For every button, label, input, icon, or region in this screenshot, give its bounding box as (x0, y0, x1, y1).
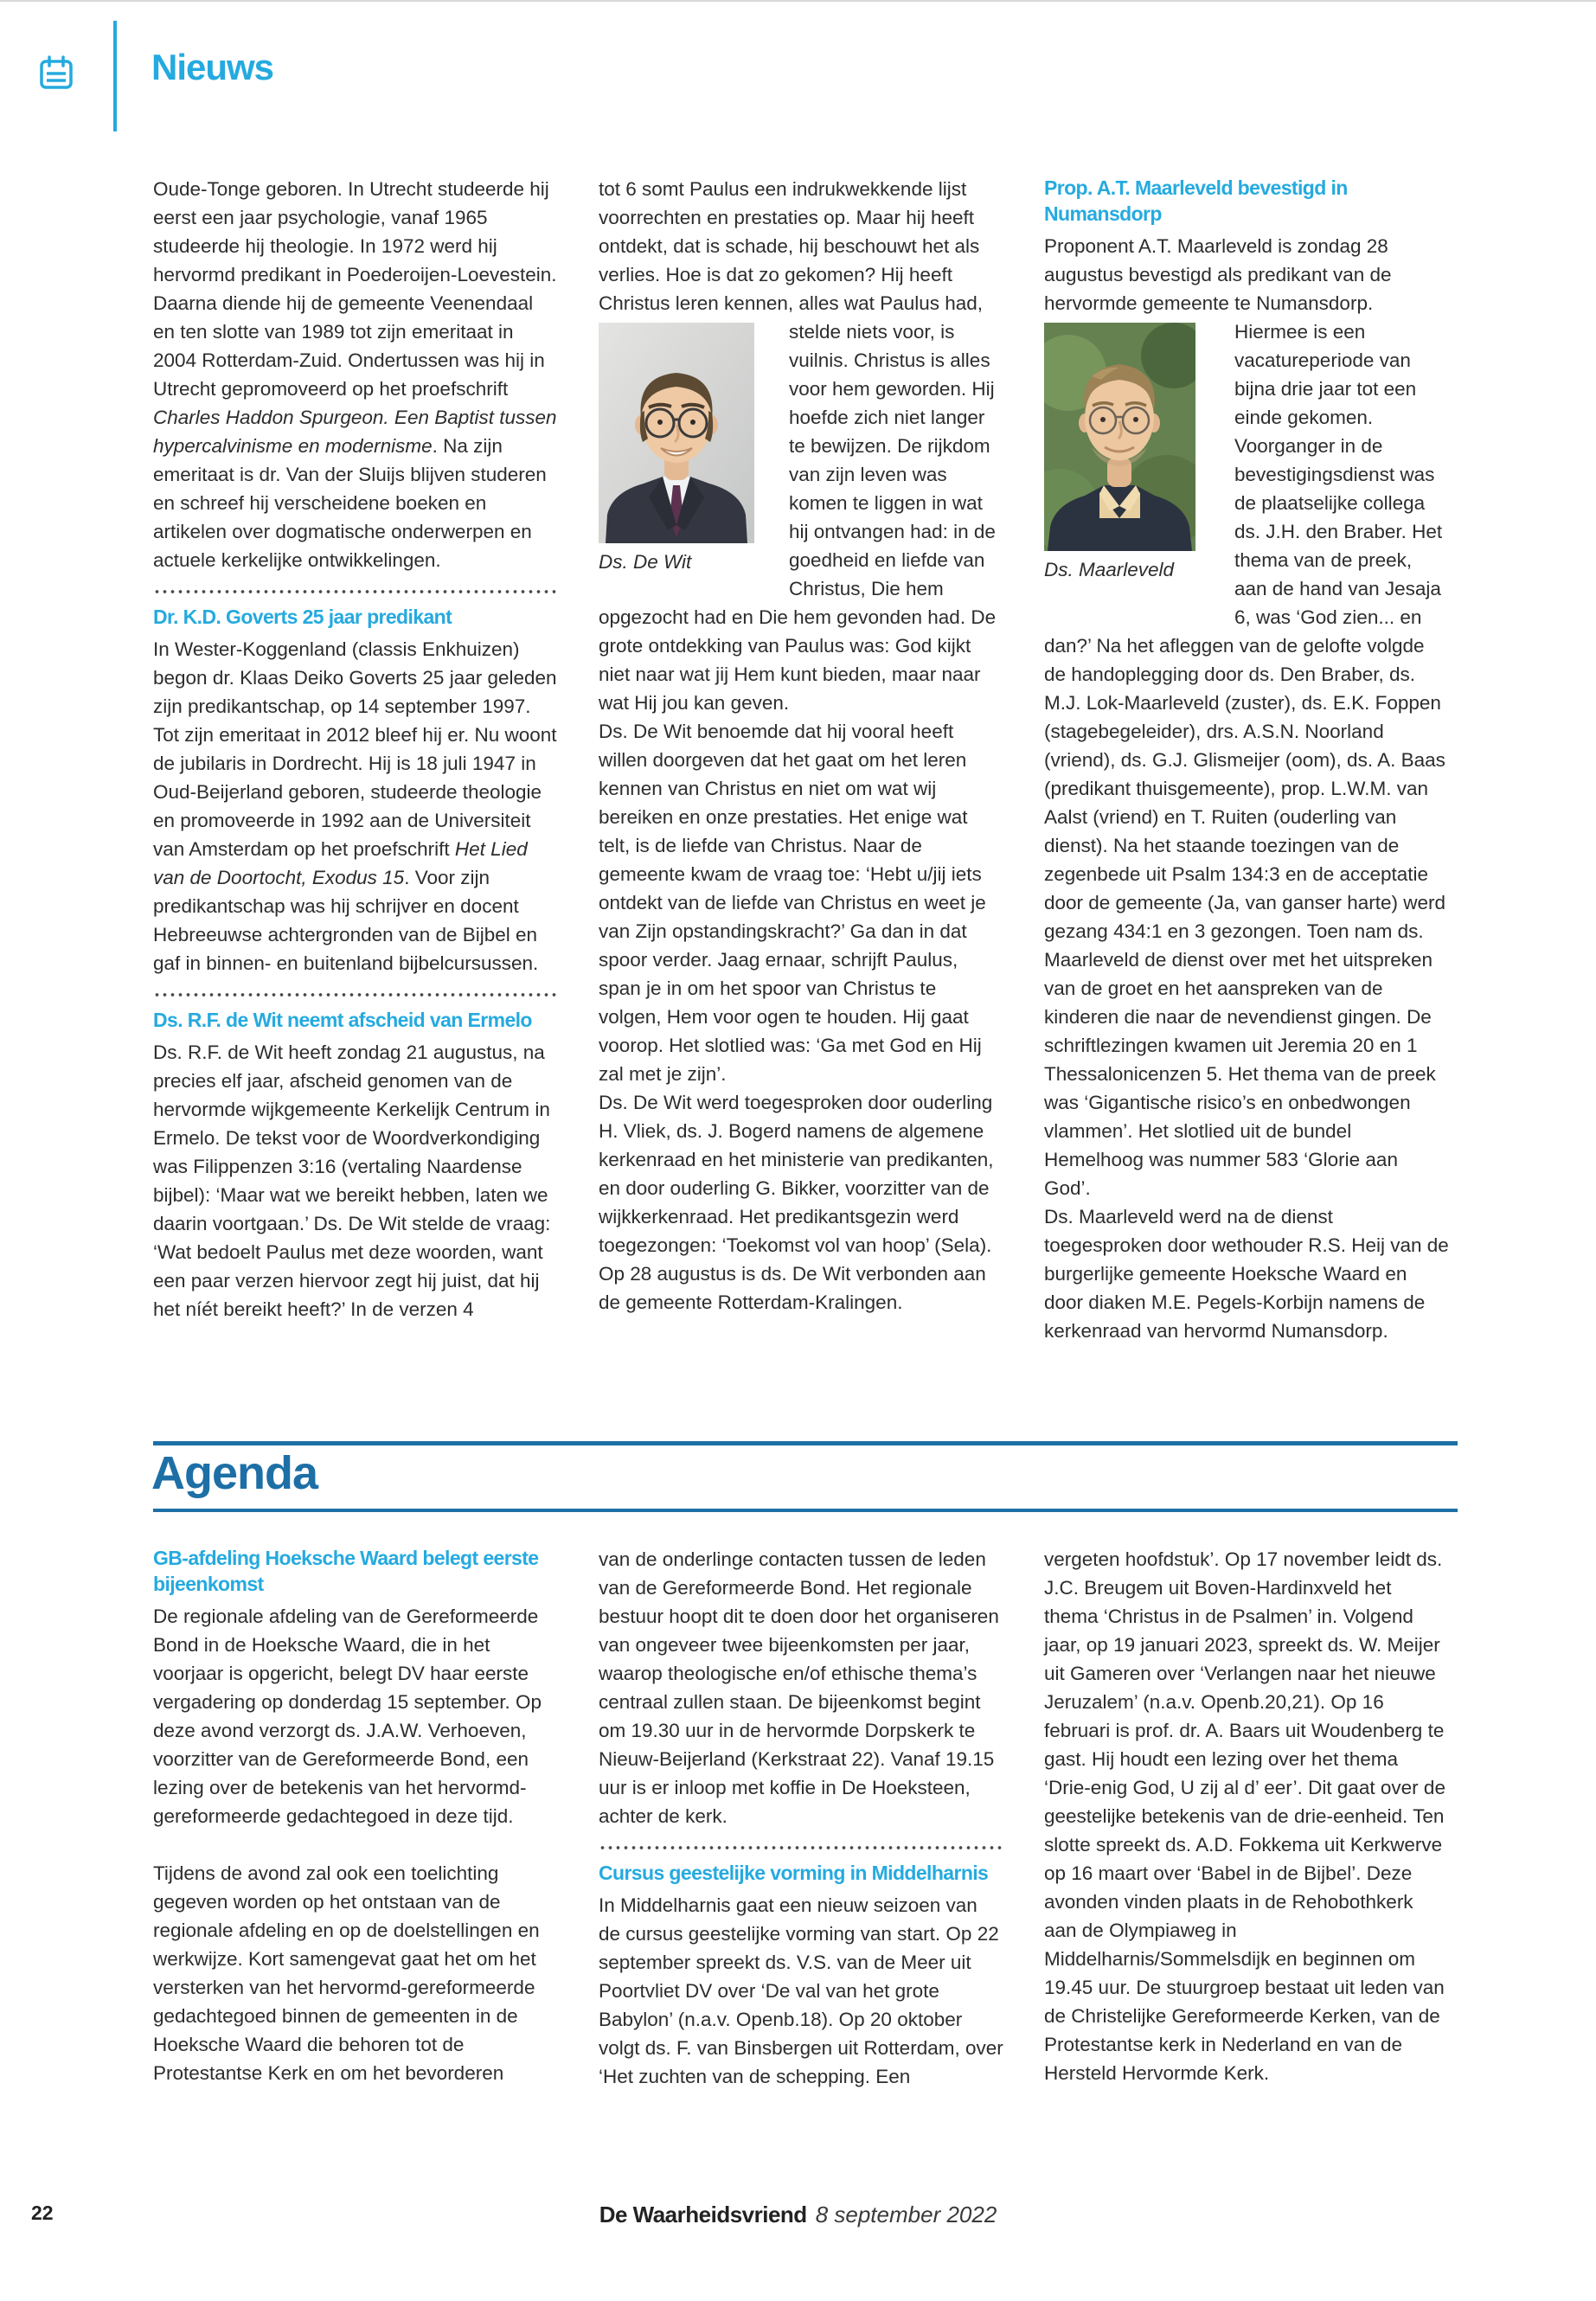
text-segment: Hiermee is een vacatureperiode van bijna drie jaar tot een einde gekomen. Voorganger in de bevestigingsdienst was de plaatselijke collega ds. J.H. den Braber. Het thema van de preek, aan de hand van Jesaja 6, was ‘God zien... en dan?’ Na het afleggen van de gelofte volgde de handoplegging door ds. Den Braber, ds. M.J. Lok-Maarleveld (zuster), ds. E.K. Foppen (stagebegeleider), drs. A.S.N. Noorland (vriend), ds. G.J. Glismeijer (oom), ds. A. Baas (predikant thuisgemeente), prop. L.W.M. van Aalst (vriend) en T. Ruiten (ouderling van dienst). Na het staande toezingen van de zegenbede uit Psalm 134:3 en de acceptatie door de gemeente (Ja, van ganser harte) werd gezang 434:1 en 3 gezongen. Toen nam ds. Maarleveld de dienst over met het uitspreken van de groet en het aanspreken van de kinderen die naar de nevendienst gingen. De schriftlezingen kwamen uit Jeremia 20 en 1 Thessalonicenzen 5. Het thema van de preek was ‘Gigantische risico’s en onbedwongen vlammen’. Het slotlied uit de bundel Hemelhoog was nummer 583 ‘Glorie aan God’. (1044, 321, 1446, 1199)
book-title-italic: Charles Haddon Spurgeon. Een Baptist tussen hypercalvinisme en modernisme (153, 407, 557, 457)
article-text: Ds. De Wit benoemde dat hij vooral heeft willen doorgeven dat het gaat om het leren kennen van Christus en niet om wat wij bereiken en onze prestaties. Het enige wat telt, is de liefde van Christus. Naar de gemeente kwam de vraag toe: ‘Hebt u/jij iets ontdekt van de liefde van Christus en weet je van Zijn opstandingskracht?’ Ga dan in dat spoor verder. Jaag ernaar, schrijft Paulus, span je in om het spoor van Christus te volgen, Hem voor ogen te houden. Hij gaat voorop. Het slotlied was: ‘Ga met God en Hij zal met je zijn’. (599, 721, 986, 1085)
portrait-photo-de-wit (599, 323, 754, 543)
text-segment: tot 6 somt Paulus een indrukwekkende lijst voorrechten en prestaties op. Maar hij heeft ontdekt, dat is schade, hij beschouwt het als verlies. Hoe is dat zo gekomen? Hij heeft Christus leren kennen, alles wat (599, 178, 980, 314)
article-text: Op 28 augustus is ds. De Wit verbonden aan de gemeente Rotterdam-Kralingen. (599, 1263, 986, 1313)
news-column-1 (153, 175, 558, 1420)
text-segment: In Wester-Koggenland (classis Enkhuizen) begon dr. Klaas Deiko Goverts 25 jaar geleden zijn predikantschap, op 14 september 1997. Tot zijn emeritaat in 2012 bleef hij er. Nu woont de jubilaris in Dordrecht. Hij is 18 juli 1947 in Oud-Beijerland geboren, studeerde theologie en promoveerde in 1992 aan de Universiteit van Amsterdam op het proefschrift (153, 638, 557, 860)
agenda-text: De regionale afdeling van de Gereformeerde Bond in de Hoeksche Waard, die in het voorjaar is opgericht, belegt DV haar eerste vergadering op donderdag 15 september. Op deze avond verzorgt ds. J.A.W. Verhoeven, voorzitter van de Gereformeerde Bond, een lezing over de betekenis van het hervormd-gereformeerde gedachtegoed in deze tijd. (153, 1606, 542, 1827)
book-title-italic: Het Lied van de Doortocht, Exodus 15 (153, 838, 528, 888)
article-heading: Dr. K.D. Goverts 25 jaar predikant (153, 606, 452, 628)
text-segment: . Voor zijn predikantschap was hij schrijver en docent Hebreeuwse achtergronden van de Bijbel en gaf in binnen- en buitenland bijbelcursussen. (153, 867, 539, 974)
page-top-edge (0, 0, 1596, 2)
agenda-rule-top (153, 1441, 1458, 1445)
page-title: Nieuws (151, 47, 274, 87)
dotted-divider (153, 993, 558, 997)
article-heading: Ds. R.F. de Wit neemt afscheid van Ermelo (153, 1009, 532, 1031)
news-column-2 (599, 175, 1003, 1420)
article-text: Ds. De Wit werd toegesproken door ouderling H. Vliek, ds. J. Bogerd namens de algemene kerkenraad en het ministerie van predikanten, en door ouderling G. Bikker, voorzitter van de wijkkerkenraad. Het predikantsgezin werd toegezongen: ‘Toekomst vol van hoop’ (Sela). (599, 1092, 994, 1256)
text-segment: Paulus had, stelde niets voor, is vuilnis. Christus is alles voor hem geworden. Hij hoefde zich niet langer te bewijzen. De rijkdom van zijn leven was komen te liggen in wat hij ontvangen had: in de goedheid en liefde van Christus, Die hem opgezocht had en Die hem gevonden had. De grote ontdekking van Paulus was: God kijkt niet naar wat jij Hem kunt bieden, maar naar wat Hij jou kan geven. (599, 292, 997, 714)
footer-issue-date: 8 september 2022 (815, 2202, 997, 2227)
article-text: Ds. R.F. de Wit heeft zondag 21 augustus, na precies elf jaar, afscheid genomen van de hervormde wijkgemeente Kerkelijk Centrum in Ermelo. De tekst voor de Woordverkondiging was Filippenzen 3:16 (vertaling Naardense bijbel): ‘Maar wat we bereikt hebben, laten we daarin voortgaan.’ Ds. De Wit stelde de vraag: ‘Wat bedoelt Paulus met deze woorden, want een paar verzen hiervoor zegt hij juist, dat hij het níét bereikt heeft?’ In de verzen 4 (153, 1042, 551, 1320)
news-notepad-icon (38, 54, 74, 92)
news-column-3 (1044, 175, 1449, 1420)
article-text (1044, 317, 1449, 1202)
agenda-column-2 (599, 1545, 1003, 2185)
article-text: Proponent A.T. Maarleveld is zondag 28 augustus bevestigd als predikant van de hervormde gemeente te Numansdorp. (1044, 235, 1392, 314)
portrait-figure-de-wit (599, 323, 754, 576)
photo-caption: Ds. Maarleveld (1044, 559, 1175, 580)
article-text (599, 175, 1003, 717)
text-segment: Oude-Tonge geboren. In Utrecht studeerde hij eerst een jaar psychologie, vanaf 1965 studeerde hij theologie. In 1972 werd hij hervormd predikant in Poederoijen-Loevestein. Daarna diende hij de gemeente Veenendaal en ten slotte van 1989 tot zijn emeritaat in 2004 Rotterdam-Zuid. Ondertussen was hij in Utrecht gepromoveerd op het proefschrift (153, 178, 557, 400)
footer-magazine-title: De Waarheidsvriend (599, 2202, 807, 2227)
dotted-divider (153, 590, 558, 593)
header-divider (113, 21, 117, 131)
page-number: 22 (31, 2202, 54, 2224)
agenda-section-title: Agenda (151, 1447, 318, 1499)
agenda-text: van de onderlinge contacten tussen de leden van de Gereformeerde Bond. Het regionale bestuur hoopt dit te doen door het organiseren van ongeveer twee bijeenkomsten per jaar, waarop theologische en/of ethische thema’s centraal zullen staan. De bijeenkomst begint om 19.30 uur in de hervormde Dorpskerk te Nieuw-Beijerland (Kerkstraat 22). Vanaf 19.15 uur is er inloop met koffie in De Hoeksteen, achter de kerk. (599, 1548, 999, 1827)
agenda-column-1 (153, 1545, 558, 2185)
portrait-figure-maarleveld (1044, 323, 1195, 584)
photo-caption: Ds. De Wit (599, 551, 692, 573)
portrait-photo-maarleveld (1044, 323, 1195, 551)
agenda-rule-bottom (153, 1509, 1458, 1512)
article-heading: Prop. A.T. Maarleveld bevestigd in Numansdorp (1044, 176, 1348, 225)
dotted-divider (599, 1846, 1003, 1849)
article-text: Ds. Maarleveld werd na de dienst toegesproken door wethouder R.S. Heij van de burgerlijke gemeente Hoeksche Waard en door diaken M.E. Pegels-Korbijn namens de kerkenraad van hervormd Numansdorp. (1044, 1206, 1449, 1342)
article-text (153, 175, 558, 574)
article-text (153, 635, 558, 977)
agenda-text: In Middelharnis gaat een nieuw seizoen van de cursus geestelijke vorming van start. Op 22 september spreekt ds. V.S. van de Meer uit Poortvliet DV over ‘De val van het grote Babylon’ (n.a.v. Openb.18). Op 20 oktober volgt ds. F. van Binsbergen uit Rotterdam, over ‘Het zuchten van de schepping. Een (599, 1894, 1003, 2087)
agenda-item-heading: GB-afdeling Hoeksche Waard belegt eerste bijeenkomst (153, 1547, 539, 1595)
agenda-item-heading: Cursus geestelijke vorming in Middelharnis (599, 1862, 989, 1884)
text-segment: . Na zijn emeritaat is dr. Van der Sluijs blijven studeren en schreef hij verscheidene boeken en artikelen over dogmatische onderwerpen en actuele kerkelijke ontwikkelingen. (153, 435, 547, 571)
agenda-text: Tijdens de avond zal ook een toelichting gegeven worden op het ontstaan van de regionale afdeling en op de doelstellingen en werkwijze. Kort samengevat gaat het om het versterken van het hervormd-gereformeerde gedachtegoed binnen de gemeenten in de Hoeksche Waard die behoren tot de Protestantse Kerk en om het bevorderen (153, 1862, 540, 2084)
agenda-column-3 (1044, 1545, 1449, 2185)
agenda-text: vergeten hoofdstuk’. Op 17 november leidt ds. J.C. Breugem uit Boven-Hardinxveld het thema ‘Christus in de Psalmen’ in. Volgend jaar, op 19 januari 2023, spreekt ds. W. Meijer uit Gameren over ‘Verlangen naar het nieuwe Jeruzalem’ (n.a.v. Openb.20,21). Op 16 februari is prof. dr. A. Baars uit Woudenberg te gast. Hij houdt een lezing over het thema ‘Drie-enig God, U zij al d’ eer’. Dit gaat over de geestelijke betekenis van de drie-eenheid. Ten slotte spreekt ds. A.D. Fokkema uit Kerkwerve op 16 maart over ‘Babel in de Bijbel’. Deze avonden vinden plaats in de Rehobothkerk aan de Olympiaweg in Middelharnis/Sommelsdijk en beginnen om 19.45 uur. De stuurgroep bestaat uit leden van de Christelijke Gereformeerde Kerken, van de Protestantse kerk in Nederland en van de Hersteld Hervormde Kerk. (1044, 1548, 1445, 2084)
footer (0, 2202, 1596, 2228)
